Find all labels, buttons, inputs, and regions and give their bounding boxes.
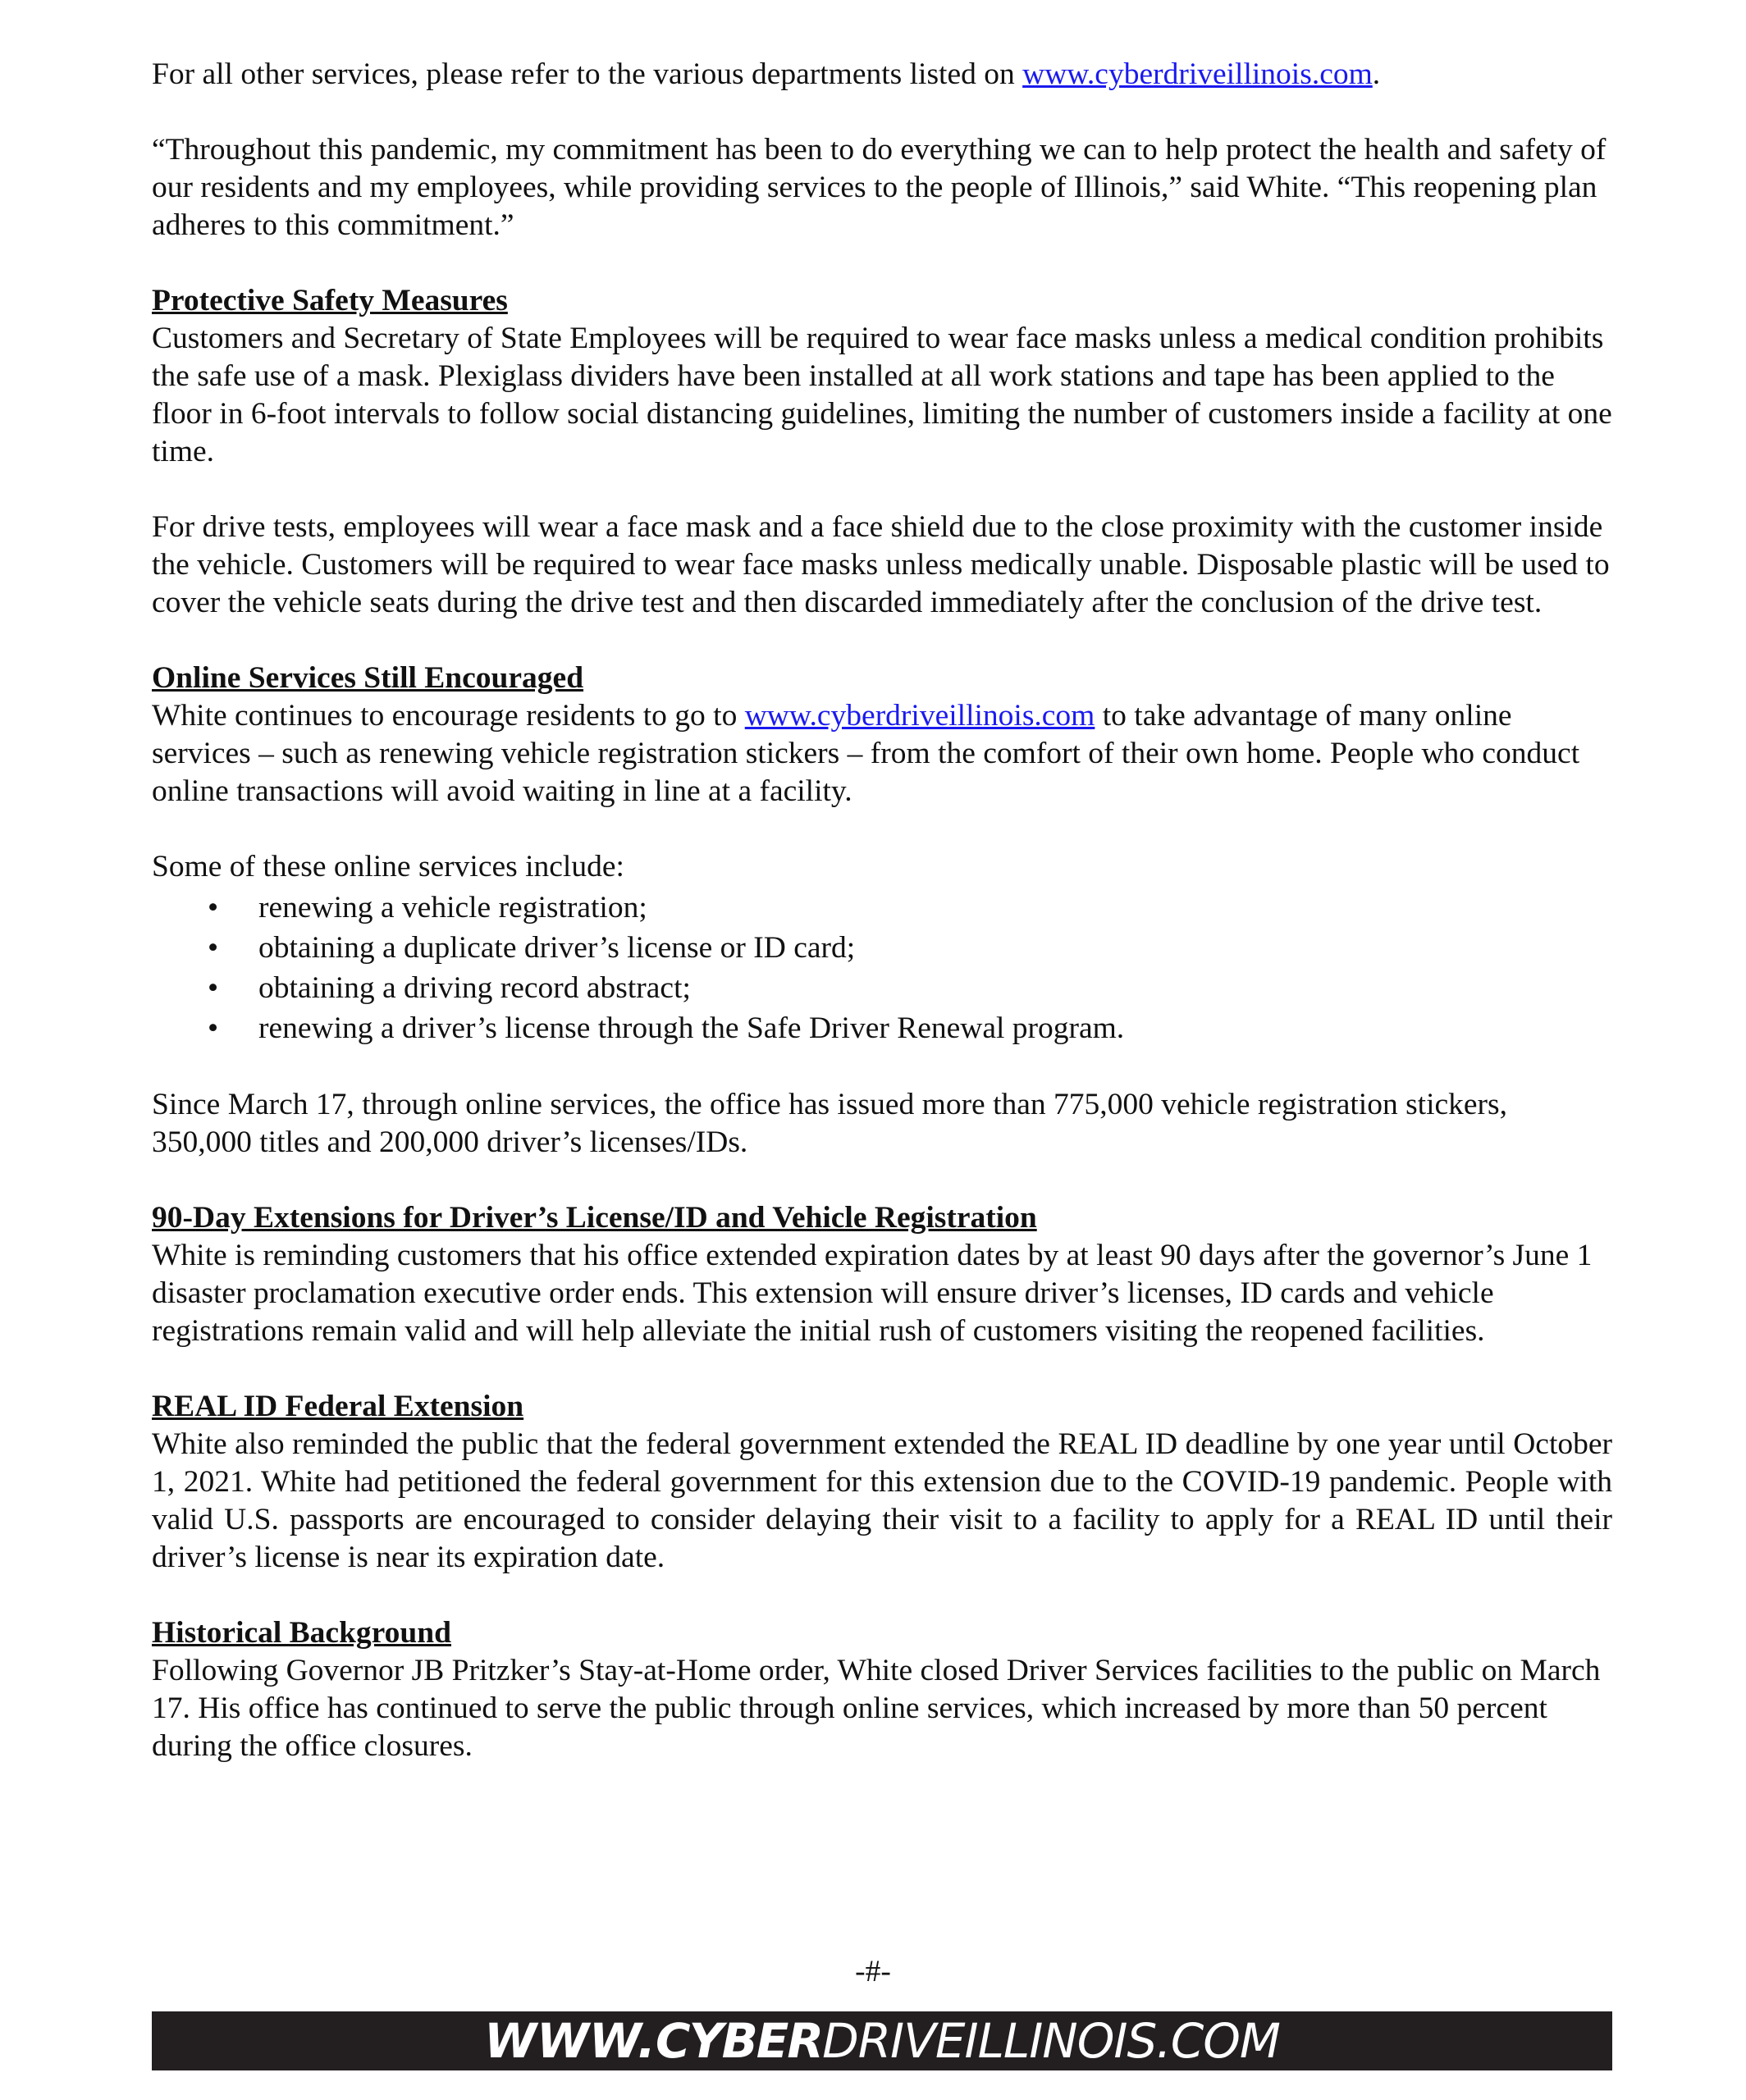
section-heading-history: Historical Background <box>152 1616 451 1650</box>
footer-domain: DRIVEILLINOIS.COM <box>822 2013 1280 2069</box>
section-heading-realid: REAL ID Federal Extension <box>152 1390 524 1423</box>
intro-text: For all other services, please refer to the various departments listed on <box>152 57 1023 91</box>
protective-paragraph-1: Customers and Secretary of State Employees will be required to wear face masks unless a medical condition prohibits the safe use of a mask. Plexiglass dividers have been installed at all work stations and tape has been applied to the floor in 6-foot intervals to follow social distancing guidelines, limiting the number of customers inside a facility at one time. <box>152 322 1612 468</box>
list-item-text: renewing a vehicle registration; <box>258 891 647 924</box>
intro-suffix: . <box>1372 57 1381 91</box>
list-item <box>152 1008 1612 1048</box>
online-stats-paragraph: Since March 17, through online services, the office has issued more than 775,000 vehicle registration stickers, 350,000 titles and 200,000 driver’s licenses/IDs. <box>152 1088 1507 1159</box>
end-mark: -#- <box>855 1955 891 1988</box>
bullet-icon: • <box>208 931 219 965</box>
realid-paragraph: White also reminded the public that the federal government extended the REAL ID deadline by one year until October 1, 2021. White had petitioned the federal government for this extension due to the COVID-19 pandemic. People with valid U.S. passports are encouraged to consider delaying their visit to a facility to apply for a REAL ID until their driver’s license is near its expiration date. <box>152 1427 1612 1574</box>
footer-logo <box>484 2011 1280 2070</box>
section-heading-extensions: 90-Day Extensions for Driver’s License/ID and Vehicle Registration <box>152 1201 1037 1235</box>
footer-cyber: CYBER <box>656 2013 823 2069</box>
bullet-icon: • <box>208 1011 219 1045</box>
list-item-text: obtaining a driving record abstract; <box>258 971 691 1005</box>
cyberdrive-link-2[interactable]: www.cyberdriveillinois.com <box>744 699 1095 733</box>
online-text-rest: to take advantage of many online services – such as renewing vehicle registration stickers – from the comfort of their own home. People who conduct online transactions will avoid waiting in line at a facility. <box>152 699 1580 808</box>
intro-paragraph <box>152 56 1612 94</box>
online-services-list <box>152 888 1612 1048</box>
history-paragraph: Following Governor JB Pritzker’s Stay-at-Home order, White closed Driver Services facilities to the public on March 17. His office has continued to serve the public through online services, which increased by more than 50 percent during the office closures. <box>152 1654 1601 1763</box>
footer-www: WWW. <box>484 2013 656 2069</box>
bullet-icon: • <box>208 891 219 924</box>
online-paragraph-1 <box>152 697 1612 810</box>
section-heading-protective: Protective Safety Measures <box>152 284 508 317</box>
online-text: White continues to encourage residents to go to <box>152 699 745 733</box>
list-item <box>152 928 1612 968</box>
protective-paragraph-2: For drive tests, employees will wear a face mask and a face shield due to the close proximity with the customer inside the vehicle. Customers will be required to wear face masks unless medically unable. Disposable plastic will be used to cover the vehicle seats during the drive test and then discarded immediately after the conclusion of the drive test. <box>152 510 1610 619</box>
extensions-paragraph: White is reminding customers that his office extended expiration dates by at least 90 days after the governor’s June 1 disaster proclamation executive order ends. This extension will ensure driver’s licenses, ID cards and vehicle registrations remain valid and will help alleviate the initial rush of customers visiting the reopened facilities. <box>152 1239 1593 1348</box>
press-release-page <box>152 56 1612 1803</box>
cyberdrive-link[interactable]: www.cyberdriveillinois.com <box>1022 57 1373 91</box>
bullet-icon: • <box>208 971 219 1005</box>
online-list-intro: Some of these online services include: <box>152 850 624 883</box>
footer-banner <box>152 2011 1612 2070</box>
list-item <box>152 888 1612 928</box>
list-item-text: obtaining a duplicate driver’s license or ID card; <box>258 931 856 965</box>
list-item <box>152 968 1612 1008</box>
section-heading-online: Online Services Still Encouraged <box>152 661 584 695</box>
quote-paragraph: “Throughout this pandemic, my commitment has been to do everything we can to help protect the health and safety of our residents and my employees, while providing services to the people of Illinois,” said White. “This reopening plan adheres to this commitment.” <box>152 133 1607 242</box>
list-item-text: renewing a driver’s license through the Safe Driver Renewal program. <box>258 1011 1125 1045</box>
